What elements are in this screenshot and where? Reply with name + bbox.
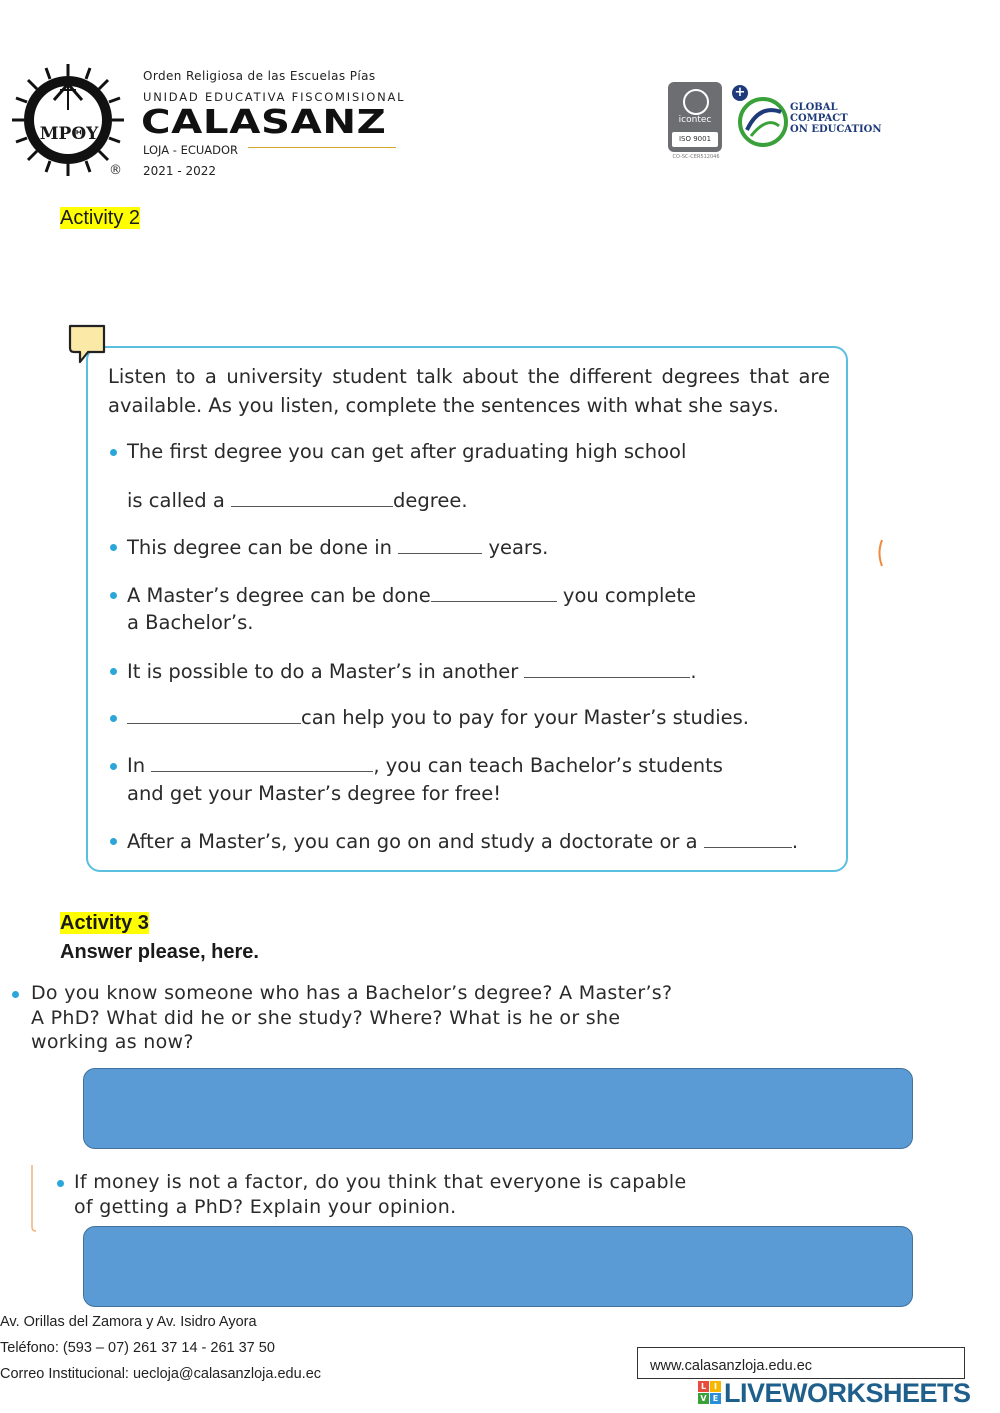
item-6-pre: In — [127, 754, 146, 777]
item-7-pre: After a Master’s, you can go on and study a doctorate or a — [127, 830, 698, 853]
gce-line3: ON EDUCATION — [790, 124, 882, 135]
item-4 — [127, 658, 697, 685]
answer-1-textarea[interactable] — [83, 1068, 913, 1149]
header-divider — [248, 147, 396, 148]
footer-phone: Teléfono: (593 – 07) 261 37 14 - 261 37 50 — [0, 1340, 275, 1356]
activity-2-label: Activity 2 — [60, 207, 141, 229]
bullet-icon — [110, 838, 117, 845]
item-3-post: you complete — [562, 584, 697, 607]
website-link[interactable]: www.calasanzloja.edu.ec — [637, 1347, 965, 1379]
footer-address: Av. Orillas del Zamora y Av. Isidro Ayora — [0, 1314, 257, 1330]
lw-v-icon: V — [698, 1393, 709, 1404]
lw-e-icon: E — [710, 1393, 721, 1404]
icontec-emblem-icon — [683, 89, 709, 115]
icontec-label: icontec — [678, 115, 712, 125]
item-1-line1: The first degree you can get after graduating high school — [127, 440, 687, 463]
bullet-icon — [110, 715, 117, 722]
lw-l-icon: L — [698, 1381, 709, 1392]
bullet-icon — [110, 668, 117, 675]
blank-3-input[interactable] — [431, 583, 557, 602]
plus-icon: + — [732, 85, 748, 101]
icontec-logo — [668, 82, 724, 162]
bullet-icon — [110, 592, 117, 599]
item-3 — [127, 582, 696, 609]
registered-mark: ® — [109, 163, 122, 178]
activity-2-instructions: Listen to a university student talk about the different degrees that are available. As you listen, complete the sentences with what she says. — [108, 365, 830, 417]
icontec-cert: CO-SC-CER512046 — [672, 154, 720, 160]
school-name: CALASANZ — [141, 102, 387, 141]
lw-i-icon: I — [710, 1381, 721, 1392]
blank-6-input[interactable] — [151, 753, 373, 772]
item-3-pre: A Master’s degree can be done — [127, 584, 431, 607]
bullet-icon — [110, 449, 117, 456]
item-3-line2: a Bachelor’s. — [127, 611, 254, 634]
activity-3-subtitle: Answer please, here. — [60, 941, 259, 963]
orange-bracket-mark — [876, 538, 884, 568]
item-2-pre: This degree can be done in — [127, 536, 393, 559]
item-1-pre: is called a — [127, 489, 225, 512]
question-1-line1: Do you know someone who has a Bachelor’s degree? A Master’s? — [31, 982, 673, 1004]
liveworksheets-text: LIVEWORKSHEETS — [724, 1378, 971, 1408]
activity-3-label: Activity 3 — [60, 912, 149, 934]
answer-2-textarea[interactable] — [83, 1226, 913, 1307]
item-5 — [127, 704, 749, 731]
bullet-icon — [110, 763, 117, 770]
gce-line2: COMPACT — [790, 113, 848, 124]
global-compact-text — [790, 102, 882, 135]
question-2-line2: of getting a PhD? Explain your opinion. — [74, 1195, 457, 1218]
question-1-line2: A PhD? What did he or she study? Where? What is he or she — [31, 1006, 621, 1029]
speech-bubble-icon — [66, 322, 110, 366]
blank-4-input[interactable] — [524, 659, 690, 678]
bullet-icon — [57, 1180, 64, 1187]
item-1-post: degree. — [393, 489, 468, 512]
item-7 — [127, 828, 798, 855]
blank-2-input[interactable] — [398, 535, 482, 554]
item-4-post: . — [690, 660, 697, 683]
bullet-icon — [12, 991, 19, 998]
item-6 — [127, 752, 723, 779]
question-1 — [31, 981, 672, 1055]
item-6-line2: and get your Master’s degree for free! — [127, 782, 502, 805]
blank-5-input[interactable] — [127, 705, 301, 724]
question-1-line3: working as now? — [31, 1031, 194, 1053]
blank-1-input[interactable] — [231, 488, 393, 507]
question-2-line1: If money is not a factor, do you think that everyone is capable — [74, 1171, 687, 1193]
global-compact-globe-icon — [737, 96, 789, 148]
order-name: Orden Religiosa de las Escuelas Pías — [143, 69, 376, 83]
item-2 — [127, 534, 548, 561]
bullet-icon — [110, 544, 117, 551]
school-city: LOJA - ECUADOR — [143, 143, 239, 157]
blank-7-input[interactable] — [704, 829, 792, 848]
item-1-line2 — [127, 487, 468, 514]
seal-inscription: MPΘY — [39, 124, 99, 144]
item-4-pre: It is possible to do a Master’s in another — [127, 660, 519, 683]
gce-line1: GLOBAL — [790, 102, 838, 113]
item-6-post: , you can teach Bachelor’s students — [373, 754, 723, 777]
question-2 — [74, 1170, 686, 1219]
item-2-post: years. — [488, 536, 549, 559]
icontec-iso: ISO 9001 — [672, 132, 718, 147]
footer-email: Correo Institucional: uecloja@calasanzloja.edu.ec — [0, 1366, 322, 1382]
item-7-post: . — [791, 830, 799, 853]
school-seal-logo — [10, 62, 126, 178]
school-year: 2021 - 2022 — [143, 164, 217, 178]
item-5-post: can help you to pay for your Master’s studies. — [301, 706, 749, 729]
unit-name: UNIDAD EDUCATIVA FISCOMISIONAL — [143, 90, 406, 104]
